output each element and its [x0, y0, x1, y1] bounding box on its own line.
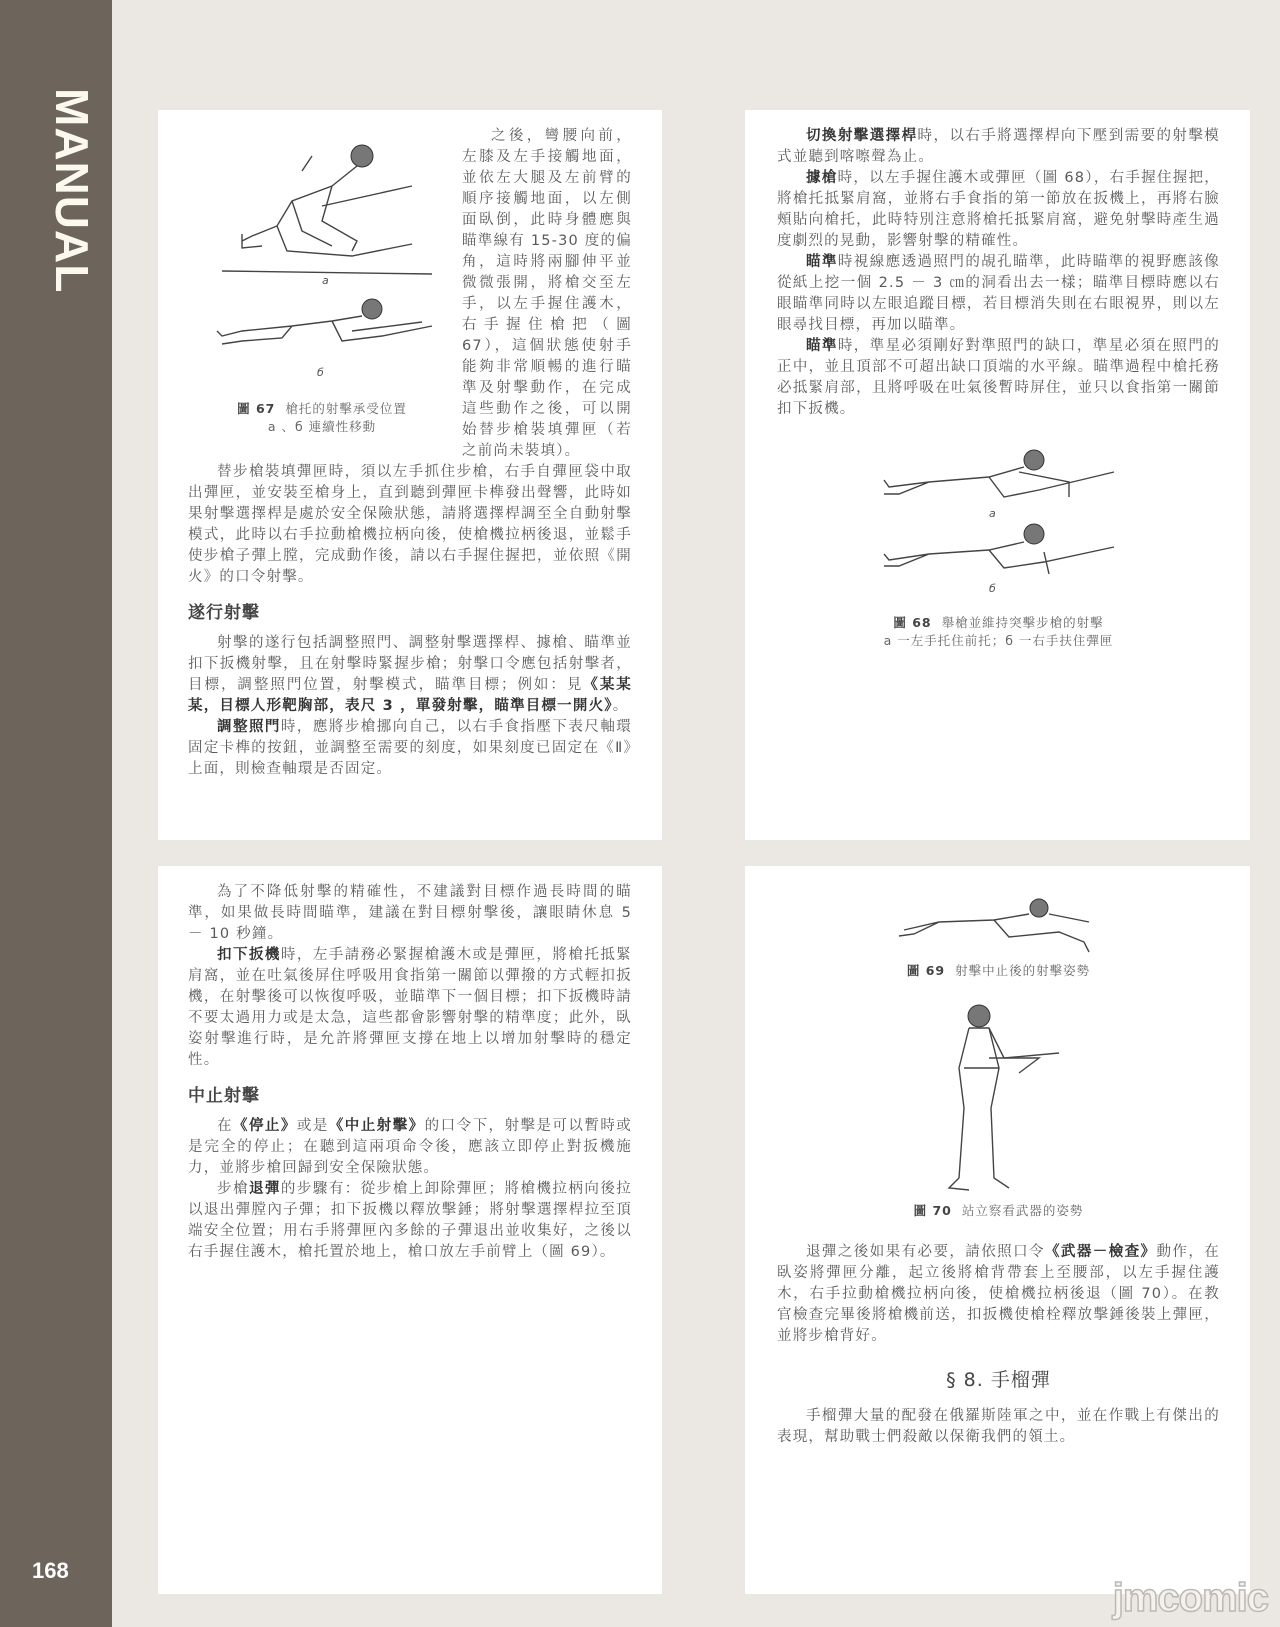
text: 時視線應透過照門的覘孔瞄準，此時瞄準的視野應該像從紙上挖一個 2.5 － 3 ㎝的洞看出去一樣；瞄準目標時應以右眼瞄準同時以左眼追蹤目標，若目標消失則在右眼視界，則以左眼尋找目標，再加以瞄準。: [777, 254, 1220, 333]
sidebar: [0, 0, 112, 1627]
paragraph: [188, 1179, 632, 1263]
panel-top-right: [745, 110, 1250, 840]
bold-text: 《武器－檢查》: [1044, 1244, 1157, 1260]
page-number: 168: [32, 1558, 69, 1583]
figure-68-title: 舉槍並維持突擊步槍的射擊: [941, 615, 1104, 630]
paragraph: 手榴彈大量的配發在俄羅斯陸軍之中，並在作戰上有傑出的表現，幫助戰士們殺敵以保衛我們的領土。: [777, 1408, 1220, 1445]
paragraph: [777, 1242, 1220, 1347]
text: 。: [612, 698, 629, 714]
standing-soldier-illustration: [929, 998, 1069, 1198]
figure-67-label-a: a: [322, 274, 329, 287]
text: 或是: [296, 1118, 329, 1134]
bold-text: 切換射擊選擇桿: [806, 128, 918, 144]
figure-67-subcaption: a 、б 連續性移動: [267, 419, 377, 434]
figure-67-label-b: б: [317, 366, 324, 379]
figure-70-number: 圖 70: [913, 1203, 952, 1218]
paragraph: 替步槍裝填彈匣時，須以左手抓住步槍，右手自彈匣袋中取出彈匣，並安裝至槍身上，直到聽到彈匣卡榫發出聲響，此時如果射擊選擇桿是處於安全保險狀態，請將選擇桿調至全自動射擊模式，此時以右手拉動槍機拉柄向後，使槍機拉柄後退，並鬆手使步槍子彈上膛，完成動作後，請以右手握住握把，並依照《開火》的口令射擊。: [188, 464, 632, 585]
kneeling-soldier-illustration: [182, 126, 452, 396]
bold-text: 據槍: [806, 170, 838, 186]
figure-67-title: 槍托的射擊承受位置: [285, 401, 407, 416]
figure-68-label-b: б: [988, 582, 996, 595]
figure-69-title: 射擊中止後的射擊姿勢: [955, 963, 1091, 978]
figure-68: [777, 442, 1220, 650]
text: 退彈之後如果有必要，請依照口令: [806, 1244, 1045, 1260]
watermark-logo: jmcomic: [1112, 1576, 1268, 1620]
panel-bottom-right: [745, 866, 1250, 1594]
prone-rest-illustration: [889, 892, 1109, 958]
text: 時，準星必須剛好對準照門的缺口，準星必須在照門的正中，並且頂部不可超出缺口頂端的水平線。瞄準過程中槍托務必抵緊肩部，且將呼吸在吐氣後暫時屏住，並只以食指第一關節扣下扳機。: [777, 338, 1220, 417]
figure-67-caption: [182, 400, 462, 418]
paragraph: [777, 252, 1220, 336]
bold-text: 《中止射擊》: [328, 1118, 425, 1134]
paragraph: [777, 168, 1220, 252]
bold-text: 調整照門: [217, 719, 281, 735]
figure-67-number: 圖 67: [237, 401, 276, 416]
section-heading: 遂行射擊: [188, 603, 260, 623]
figure-69-caption: [777, 962, 1220, 980]
panel-top-left: [158, 110, 662, 840]
paragraph: [188, 945, 632, 1071]
section-heading: 中止射擊: [188, 1086, 260, 1106]
bold-text: 《某某某，目標人形靶胸部，表尺 3 ，單發射擊，瞄準目標一開火》: [188, 677, 632, 714]
bold-text: 《停止》: [232, 1118, 297, 1134]
figure-68-label-a: a: [988, 507, 996, 520]
figure-68-subcaption: a 一左手托住前托；б 一右手扶住彈匣: [883, 633, 1114, 648]
figure-68-caption: [777, 614, 1220, 632]
figure-69-number: 圖 69: [906, 963, 946, 978]
panel-bottom-left: [158, 866, 662, 1594]
text: 射擊的遂行包括調整照門、調整射擊選擇桿、據槍、瞄準並扣下扳機射擊，且在射擊時緊握步槍；射擊口令應包括射擊者，目標，調整照門位置，射擊模式，瞄準目標；例如：見: [188, 635, 632, 693]
prone-firing-illustration: [869, 442, 1129, 602]
text: 步槍: [217, 1181, 249, 1197]
bold-text: 扣下扳機: [217, 947, 281, 963]
paragraph: [188, 717, 632, 780]
bold-text: 瞄準: [806, 338, 838, 354]
text: 動作，在臥姿將彈匣分離，起立後將槍背帶套上至腰部，以左手握住護木，右手拉動槍機拉柄向後，使槍機拉柄後退（圖 70）。在教官檢查完畢後將槍機前送，扣扳機使槍栓釋放擊錘後裝上彈匣，並將步槍背好。: [777, 1244, 1220, 1344]
figure-70: [777, 998, 1220, 1220]
paragraph: 之後，彎腰向前，左膝及左手接觸地面，並依左大腿及左前臂的順序接觸地面，以左側面臥倒，此時身體應與瞄準線有 15-30 度的偏角，這時將兩腳伸平並微微張開，將槍交至左手，以左手握住護木，右手握住槍把（圖 67），這個狀態使射手能夠非常順暢的進行瞄準及射擊動作，在完成這些動作之後，可以開始替步槍裝填彈匣（若之前尚未裝填）。: [462, 128, 632, 459]
paragraph: [777, 126, 1220, 168]
bold-text: 瞄準: [806, 254, 838, 270]
paragraph: [188, 633, 632, 717]
figure-67: [182, 126, 462, 456]
paragraph: [777, 336, 1220, 420]
text: 時，以右手將選擇桿向下壓到需要的射擊模式並聽到喀嚓聲為止。: [777, 128, 1220, 165]
text: 的步驟有：從步槍上卸除彈匣；將槍機拉柄向後拉以退出彈膛內子彈；扣下扳機以釋放擊錘；將射擊選擇桿拉至頂端安全位置；用右手將彈匣內多餘的子彈退出並收集好，之後以右手握住護木，槍托置於地上，槍口放左手前臂上（圖 69）。: [188, 1181, 633, 1260]
figure-70-title: 站立察看武器的姿勢: [961, 1203, 1084, 1218]
text: 在: [217, 1118, 233, 1134]
paragraph: [188, 1116, 632, 1179]
figure-70-caption: [777, 1202, 1220, 1220]
paragraph: 為了不降低射擊的精確性，不建議對目標作過長時間的瞄準，如果做長時間瞄準，建議在對目標射擊後，讓眼睛休息 5 － 10 秒鐘。: [188, 884, 632, 942]
text: 時，左手請務必緊握槍護木或是彈匣，將槍托抵緊肩窩，並在吐氣後屏住呼吸用食指第一關節以彈撥的方式輕扣扳機，在射擊後可以恢復呼吸，並瞄準下一個目標；扣下扳機時請不要太過用力或是太急，這些都會影響射擊的精準度；此外，臥姿射擊進行時，是允許將彈匣支撐在地上以增加射擊時的穩定性。: [188, 947, 632, 1068]
text: 的口令下，射擊是可以暫時或是完全的停止；在聽到這兩項命令後，應該立即停止對扳機施力，並將步槍回歸到安全保險狀態。: [188, 1118, 633, 1176]
section-title: § 8. 手榴彈: [946, 1369, 1051, 1391]
text: 時，以左手握住護木或彈匣（圖 68），右手握住握把，將槍托抵緊肩窩，並將右手食指的第一節放在扳機上，再將右臉頰貼向槍托，此時特別注意將槍托抵緊肩窩，避免射擊時產生過度劇烈的晃動，影響射擊的精確性。: [777, 170, 1220, 249]
figure-69: [777, 892, 1220, 980]
text: 時，應將步槍挪向自己，以右手食指壓下表尺軸環固定卡榫的按鈕，並調整至需要的刻度，如果刻度已固定在《Ⅱ》上面，則檢查軸環是否固定。: [188, 719, 632, 777]
section-title-vertical: MANUAL: [46, 88, 98, 294]
figure-68-number: 圖 68: [893, 615, 932, 630]
bold-text: 退彈: [248, 1181, 281, 1197]
